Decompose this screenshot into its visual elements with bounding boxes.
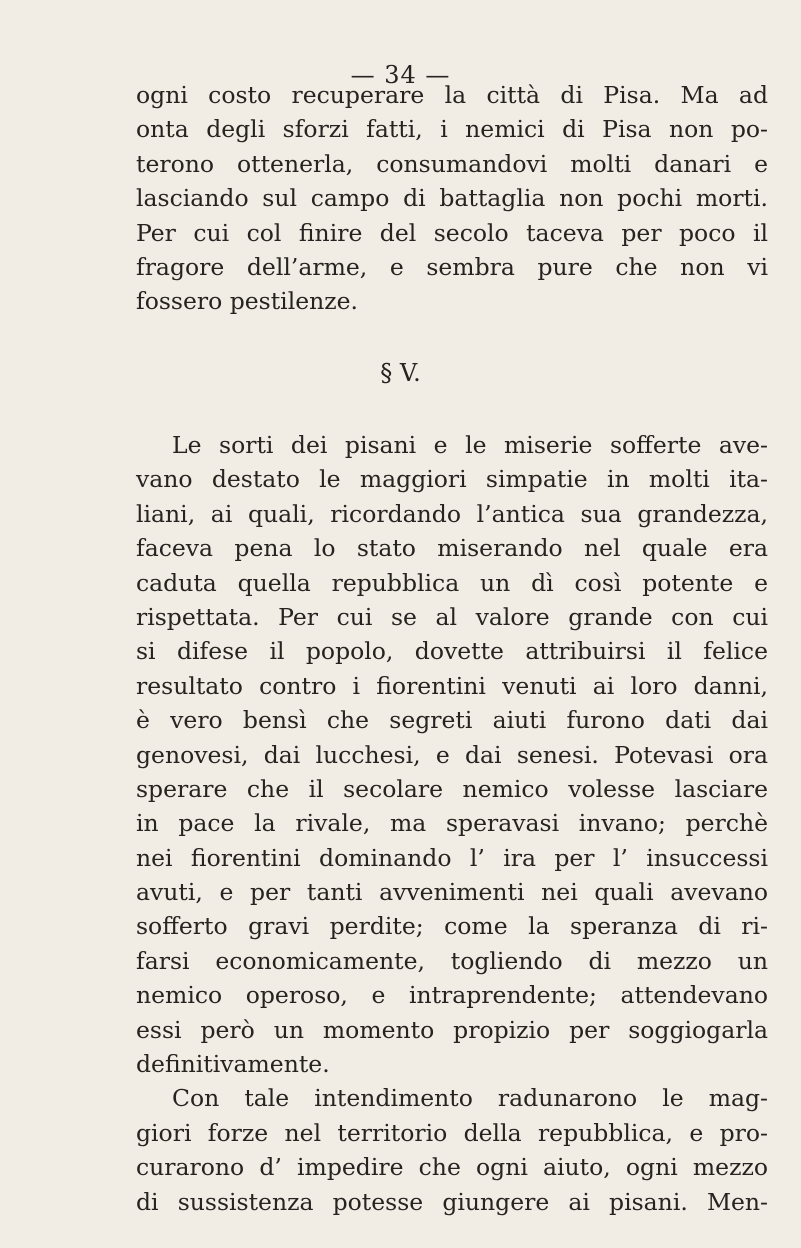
text-line: vano destato le maggiori simpatie in molti ita- bbox=[136, 465, 768, 494]
text-line: essi però un momento propizio per soggiogarla bbox=[136, 1015, 768, 1044]
text-line: ogni costo recuperare la città di Pisa. Ma ad bbox=[136, 81, 768, 109]
page-number: — 34 — bbox=[350, 61, 451, 89]
text-line: sperare che il secolare nemico volesse lasciare bbox=[136, 774, 768, 803]
text-line: resultato contro i fiorentini venuti ai loro danni, bbox=[136, 671, 768, 700]
paragraph-2 bbox=[136, 428, 768, 1219]
text-line: terono ottenerla, consumandovi molti danari e bbox=[136, 149, 768, 178]
text-line: faceva pena lo stato miserando nel quale era bbox=[136, 534, 768, 563]
text-line: Con tale intendimento radunarono le mag- bbox=[172, 1084, 768, 1113]
text-line: si difese il popolo, dovette attribuirsi il felice bbox=[136, 637, 768, 666]
text-line: fragore dell’arme, e sembra pure che non vi bbox=[136, 252, 768, 281]
text-line: definitivamente. bbox=[136, 1050, 330, 1079]
text-line: di sussistenza potesse giungere ai pisani. Men- bbox=[136, 1187, 768, 1216]
text-line: fossero pestilenze. bbox=[136, 287, 359, 316]
text-line: genovesi, dai lucchesi, e dai senesi. Potevasi ora bbox=[136, 740, 768, 769]
text-line: Le sorti dei pisani e le miserie sofferte ave- bbox=[172, 431, 768, 459]
text-line: giori forze nel territorio della repubblica, e pro- bbox=[136, 1118, 768, 1147]
text-line: è vero bensì che segreti aiuti furono dati dai bbox=[136, 706, 768, 735]
text-line: curarono d’ impedire che ogni aiuto, ogni mezzo bbox=[136, 1153, 768, 1182]
text-line: sofferto gravi perdite; come la speranza di ri- bbox=[136, 912, 768, 941]
text-line: liani, ai quali, ricordando l’antica sua grandezza, bbox=[136, 499, 768, 528]
text-line: avuti, e per tanti avvenimenti nei quali avevano bbox=[136, 878, 768, 907]
text-line: Per cui col finire del secolo taceva per poco il bbox=[136, 218, 768, 247]
text-line: rispettata. Per cui se al valore grande con cui bbox=[136, 602, 768, 631]
paragraph-1 bbox=[136, 78, 768, 319]
text-line: farsi economicamente, togliendo di mezzo un bbox=[136, 946, 768, 975]
section-heading: § V. bbox=[380, 359, 421, 387]
text-line: nemico operoso, e intraprendente; attendevano bbox=[136, 981, 768, 1010]
text-line: in pace la rivale, ma speravasi invano; perchè bbox=[136, 809, 768, 838]
text-line: onta degli sforzi fatti, i nemici di Pisa non po- bbox=[136, 115, 768, 144]
text-line: lasciando sul campo di battaglia non pochi morti. bbox=[136, 184, 768, 213]
text-line: caduta quella repubblica un dì così potente e bbox=[136, 568, 768, 597]
text-line: nei fiorentini dominando l’ ira per l’ insuccessi bbox=[136, 843, 768, 872]
